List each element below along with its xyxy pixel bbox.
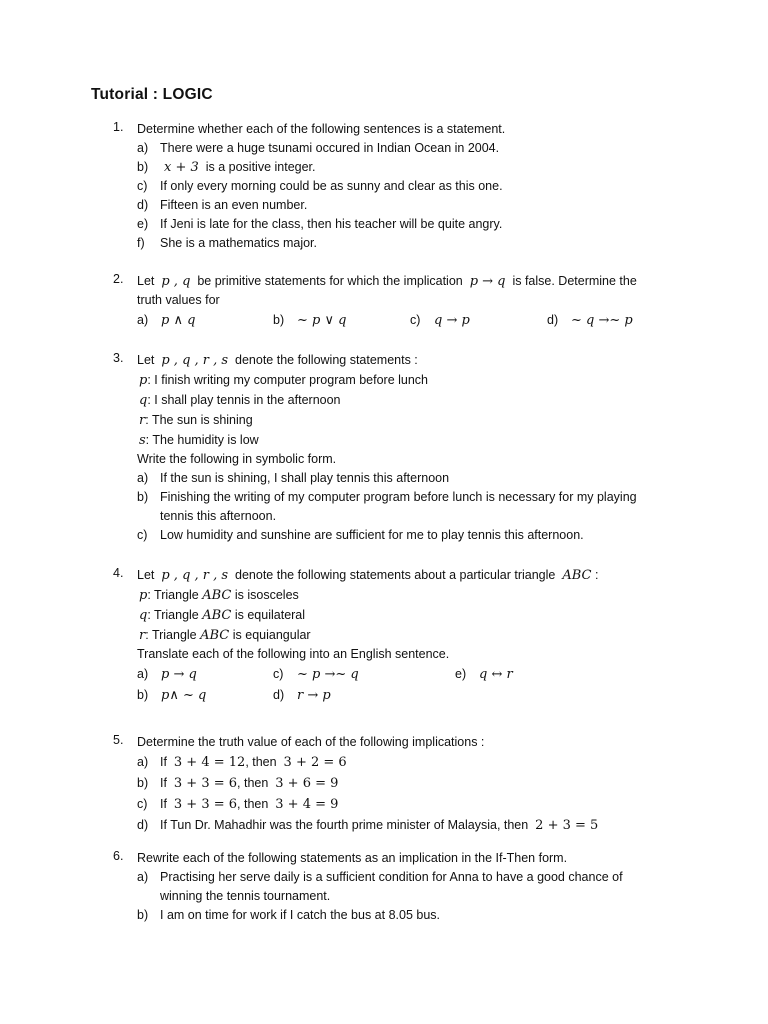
math-expression: q ↔ r [479,667,513,682]
math-expression: ~ p →~ q [297,667,359,682]
item-label: a) [137,870,149,884]
math-expression: p∧ ~ q [161,688,207,703]
math-variable: r [139,413,146,428]
math-expression: 3 + 4 = 12 [173,755,246,770]
list-item [137,868,667,906]
item-text: I am on time for work if I catch the bus at 8.05 bus. [160,908,440,922]
definition-p [139,585,713,605]
definition-text: : The sun is shining [145,413,253,427]
math-expression: p , q , r , s [161,568,229,583]
item-label: a) [137,471,149,485]
options-row [137,664,713,685]
definition-s [139,430,713,450]
text-fragment: denote the following statements about a particular triangle [235,568,556,582]
definition-text: is equilateral [234,608,306,622]
option-a [137,664,197,685]
option-d [273,685,331,706]
item-label: d) [547,313,559,327]
definition-text: is isosceles [234,588,299,602]
math-expression: q → p [434,313,470,328]
definition-text: : Triangle [147,588,199,602]
definition-q [139,390,713,410]
definition-r [139,625,713,645]
question-text-continued: truth values for [137,293,220,307]
question-1 [113,120,713,253]
math-expression: p , q , r , s [161,353,229,368]
list-item [137,526,713,545]
item-label: b) [137,688,149,702]
item-label: d) [137,818,149,832]
item-label: d) [137,198,149,212]
definition-text: : Triangle [147,608,199,622]
item-text: Finishing the writing of my computer program before lunch is necessary for my playing tennis this afternoon. [160,490,637,523]
item-text: If Tun Dr. Mahadhir was the fourth prime minister of Malaysia, then [160,818,529,832]
option-a [137,310,195,331]
options-row [137,685,713,706]
definition-text: is equiangular [232,628,311,642]
question-4 [113,566,713,706]
option-c [410,310,470,331]
item-label: c) [137,797,148,811]
math-expression: ABC [202,608,232,623]
options-row [137,310,713,331]
item-text: If [160,797,167,811]
item-text: She is a mathematics major. [160,236,318,250]
math-variable: p [139,373,148,388]
item-text: If [160,776,167,790]
question-text [137,566,713,585]
item-label: a) [137,667,149,681]
list-item [137,158,713,177]
item-label: b) [137,490,149,504]
item-text: Practising her serve daily is a sufficient condition for Anna to have a good chance of winning the tennis tournament. [160,870,623,903]
item-label: c) [137,528,148,542]
item-label: f) [137,236,145,250]
question-text: Determine whether each of the following sentences is a statement. [137,122,506,136]
math-variable: r [139,628,146,643]
math-expression: 3 + 2 = 6 [283,755,347,770]
text-fragment: is false. Determine the [512,274,637,288]
item-label: c) [410,313,421,327]
item-text: If the sun is shining, I shall play tennis this afternoon [160,471,450,485]
list-item [137,906,713,925]
list-item [137,815,713,836]
item-text: , then [237,776,269,790]
definition-r [139,410,713,430]
item-text: If Jeni is late for the class, then his teacher will be quite angry. [160,217,503,231]
definition-text: : I finish writing my computer program before lunch [147,373,428,387]
question-text: Determine the truth value of each of the following implications : [137,735,485,749]
item-label: b) [137,776,149,790]
math-expression: p ∧ q [161,313,196,328]
question-6 [113,849,713,925]
option-b [273,310,346,331]
list-item [137,139,713,158]
item-text: is a positive integer. [205,160,316,174]
math-expression: 3 + 3 = 6 [173,797,238,812]
option-c [273,664,359,685]
math-expression: ABC [562,568,592,583]
question-number: 6. [113,849,124,863]
math-expression: 2 + 3 = 5 [535,818,599,833]
definition-p [139,370,713,390]
item-label: c) [273,667,284,681]
math-expression: ~ q →~ p [571,313,633,328]
item-text: If only every morning could be as sunny and clear as this one. [160,179,503,193]
item-label: b) [137,908,149,922]
item-label: a) [137,755,149,769]
math-variable: q [139,608,148,623]
text-fragment: Let [137,568,155,582]
list-item [137,177,713,196]
text-fragment: Let [137,353,155,367]
math-variable: p [139,588,148,603]
question-3 [113,351,713,545]
question-number: 1. [113,120,124,134]
question-number: 4. [113,566,124,580]
math-variable: s [139,433,146,448]
definition-text: : Triangle [145,628,197,642]
math-expression: x + 3 [164,160,199,175]
item-label: a) [137,313,149,327]
math-expression: ABC [202,588,232,603]
definition-q [139,605,713,625]
question-number: 5. [113,733,124,747]
question-2 [113,272,713,331]
question-number: 3. [113,351,124,365]
question-number: 2. [113,272,124,286]
question-text [137,351,713,370]
math-variable: q [139,393,148,408]
option-b [137,685,206,706]
math-expression: 3 + 4 = 9 [275,797,339,812]
item-text: Low humidity and sunshine are sufficient for me to play tennis this afternoon. [160,528,584,542]
definition-text: : I shall play tennis in the afternoon [147,393,341,407]
list-item [137,196,713,215]
list-item [137,215,713,234]
question-text: Rewrite each of the following statements as an implication in the If-Then form. [137,851,568,865]
list-item [137,488,667,526]
list-item [137,469,713,488]
math-expression: ~ p ∨ q [297,313,347,328]
item-text: There were a huge tsunami occured in Indian Ocean in 2004. [160,141,500,155]
text-fragment: be primitive statements for which the implication [197,274,463,288]
math-expression: 3 + 6 = 9 [275,776,339,791]
list-item [137,752,713,773]
item-text: Fifteen is an even number. [160,198,308,212]
item-label: d) [273,688,285,702]
math-expression: 3 + 3 = 6 [173,776,238,791]
item-label: e) [137,217,149,231]
option-d [547,310,633,331]
item-text: , then [245,755,277,769]
math-expression: p → q [161,667,197,682]
math-expression: p , q [161,274,191,289]
item-text: If [160,755,167,769]
item-label: b) [273,313,285,327]
definition-text: : The humidity is low [145,433,259,447]
list-item [137,773,713,794]
question-text [137,272,713,291]
text-fragment: denote the following statements : [235,353,418,367]
item-label: c) [137,179,148,193]
math-expression: ABC [200,628,230,643]
item-text: , then [237,797,269,811]
math-expression: r → p [297,688,331,703]
math-expression: p → q [469,274,506,289]
instruction: Write the following in symbolic form. [137,452,337,466]
list-item [137,234,713,253]
page-title: Tutorial : LOGIC [91,86,213,103]
text-fragment: : [594,568,599,582]
item-label: e) [455,667,467,681]
instruction: Translate each of the following into an English sentence. [137,647,450,661]
question-5 [113,733,713,836]
option-e [455,664,513,685]
item-label: a) [137,141,149,155]
item-label: b) [137,160,149,174]
list-item [137,794,713,815]
text-fragment: Let [137,274,155,288]
